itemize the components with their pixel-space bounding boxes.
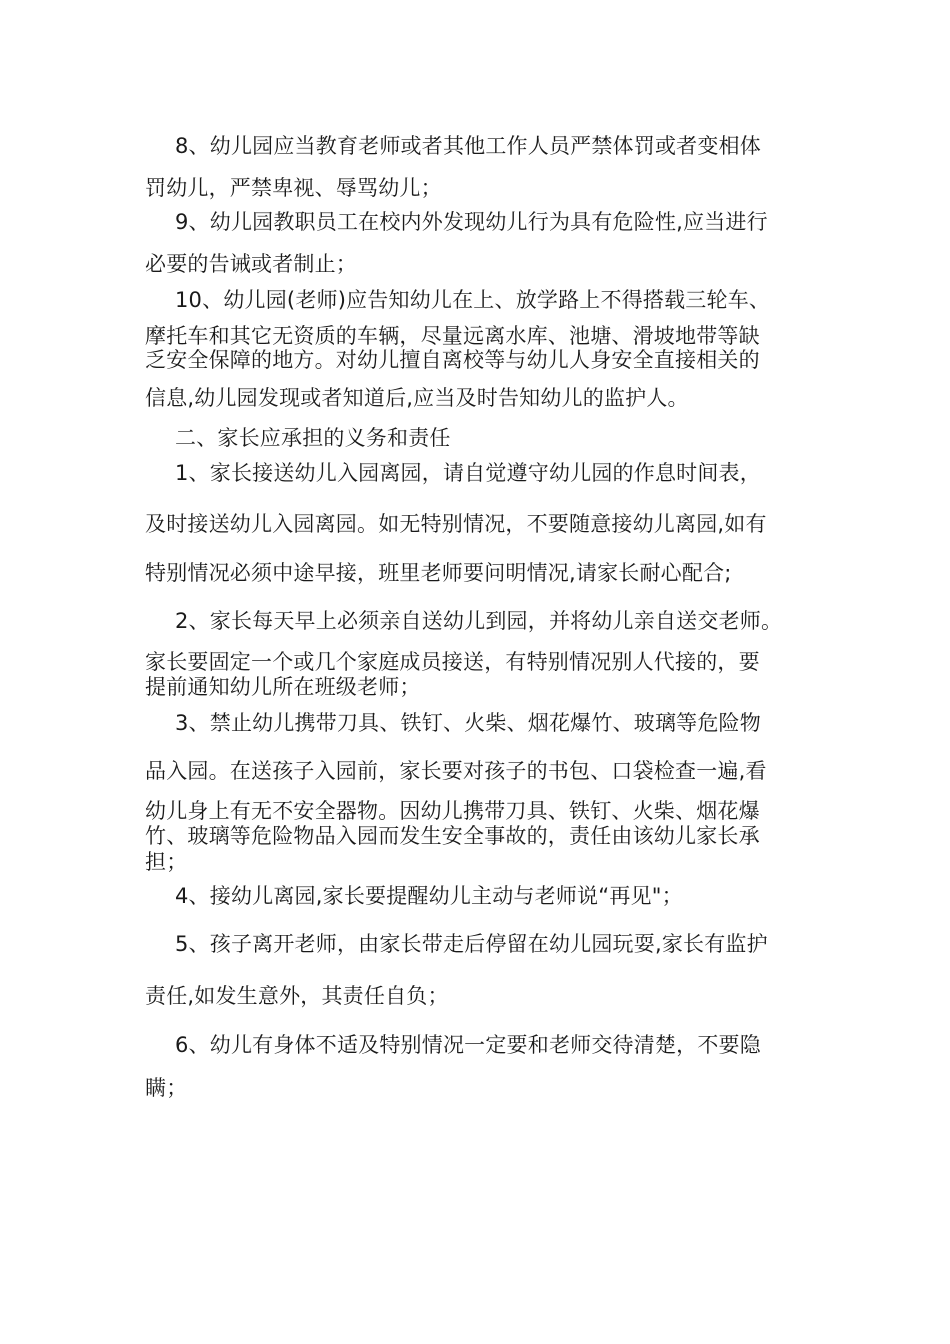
parent-item-3-line-2: 品入园。在送孩子入园前，家长要对孩子的书包、口袋检查一遍,看 <box>145 759 767 783</box>
item-10-line-3: 乏安全保障的地方。对幼儿擅自离校等与幼儿人身安全直接相关的 <box>145 348 760 372</box>
parent-item-1-line-3: 特别情况必须中途早接，班里老师要问明情况,请家长耐心配合; <box>145 561 732 585</box>
parent-item-5-line-2: 责任,如发生意外，其责任自负； <box>145 984 449 1008</box>
parent-item-3-line-4: 竹、玻璃等危险物品入园而发生安全事故的，责任由该幼儿家长承 <box>145 824 760 848</box>
item-9-line-2: 必要的告诫或者制止； <box>145 252 357 276</box>
item-10-line-2: 摩托车和其它无资质的车辆，尽量远离水库、池塘、滑坡地带等缺 <box>145 324 760 348</box>
parent-item-3-line-1: 3、禁止幼儿携带刀具、铁钉、火柴、烟花爆竹、玻璃等危险物 <box>175 711 761 735</box>
parent-item-3-line-3: 幼儿身上有无不安全器物。因幼儿携带刀具、铁钉、火柴、烟花爆 <box>145 799 760 823</box>
parent-item-5-line-1: 5、孩子离开老师，由家长带走后停留在幼儿园玩耍,家长有监护 <box>175 932 768 956</box>
parent-item-1-line-2: 及时接送幼儿入园离园。如无特别情况，不要随意接幼儿离园,如有 <box>145 512 767 536</box>
parent-item-4-line-1: 4、接幼儿离园,家长要提醒幼儿主动与老师说“再见"； <box>175 884 683 908</box>
item-10-line-4: 信息,幼儿园发现或者知道后,应当及时告知幼儿的监护人。 <box>145 386 689 410</box>
parent-item-2-line-1: 2、家长每天早上必须亲自送幼儿到园，并将幼儿亲自送交老师。 <box>175 609 783 633</box>
parent-item-3-line-5: 担； <box>145 850 188 874</box>
parent-item-6-line-1: 6、幼儿有身体不适及特别情况一定要和老师交待清楚，不要隐 <box>175 1033 761 1057</box>
parent-item-2-line-2: 家长要固定一个或几个家庭成员接送，有特别情况别人代接的，要 <box>145 650 760 674</box>
section-heading: 二、家长应承担的义务和责任 <box>175 426 451 450</box>
parent-item-1-line-1: 1、家长接送幼儿入园离园，请自觉遵守幼儿园的作息时间表， <box>175 461 761 485</box>
item-8-line-2: 罚幼儿，严禁卑视、辱骂幼儿； <box>145 176 442 200</box>
parent-item-2-line-3: 提前通知幼儿所在班级老师； <box>145 675 421 699</box>
item-9-line-1: 9、幼儿园教职员工在校内外发现幼儿行为具有危险性,应当进行 <box>175 210 768 234</box>
parent-item-6-line-2: 瞒； <box>145 1076 188 1100</box>
item-8-line-1: 8、幼儿园应当教育老师或者其他工作人员严禁体罚或者变相体 <box>175 134 761 158</box>
item-10-line-1: 10、幼儿园(老师)应告知幼儿在上、放学路上不得搭载三轮车、 <box>175 288 771 312</box>
